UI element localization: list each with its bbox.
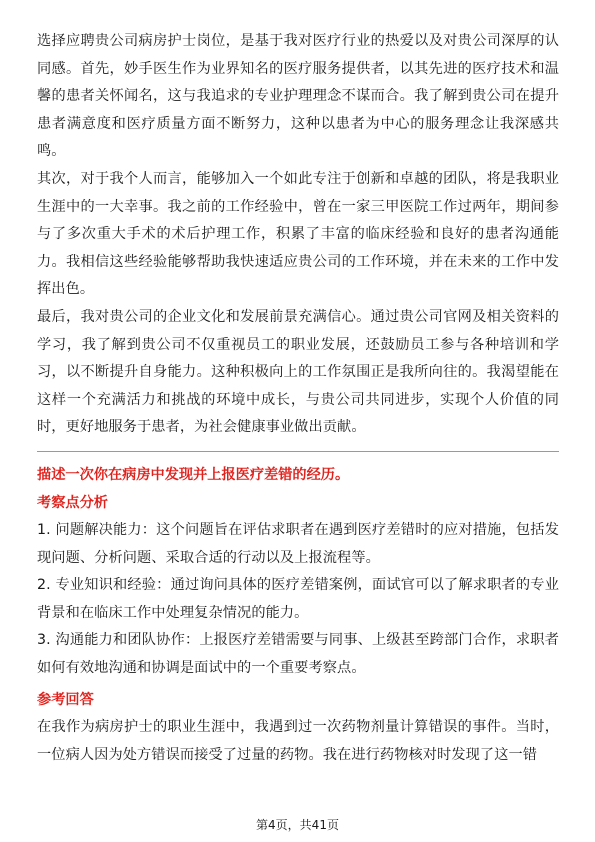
analysis-item-2: 2. 专业知识和经验：通过询问具体的医疗差错案例，面试官可以了解求职者的专业背景和在临床工作中处理复杂情况的能力。 bbox=[37, 577, 559, 621]
document-page bbox=[37, 28, 559, 769]
intro-paragraph-2: 其次，对于我个人而言，能够加入一个如此专注于创新和卓越的团队，将是我职业生涯中的一大幸事。我之前的工作经验中，曾在一家三甲医院工作过两年，期间参与了多次重大手术的术后护理工作，积累了丰富的临床经验和良好的患者沟通能力。我相信这些经验能够帮助我快速适应贵公司的工作环境，并在未来的工作中发挥出色。 bbox=[37, 170, 559, 298]
intro-paragraph-1: 选择应聘贵公司病房护士岗位，是基于我对医疗行业的热爱以及对贵公司深厚的认同感。首先，妙手医生作为业界知名的医疗服务提供者，以其先进的医疗技术和温馨的患者关怀闻名，这与我追求的专业护理理念不谋而合。我了解到贵公司在提升患者满意度和医疗质量方面不断努力，这种以患者为中心的服务理念让我深感共鸣。 bbox=[37, 33, 559, 160]
analysis-item-1: 1. 问题解决能力：这个问题旨在评估求职者在遇到医疗差错时的应对措施，包括发现问题、分析问题、采取合适的行动以及上报流程等。 bbox=[37, 522, 559, 566]
intro-paragraph-3: 最后，我对贵公司的企业文化和发展前景充满信心。通过贵公司官网及相关资料的学习，我了解到贵公司不仅重视员工的职业发展，还鼓励员工参与各种培训和学习，以不断提升自身能力。这种积极向上的工作氛围正是我所向往的。我渴望能在这样一个充满活力和挑战的环境中成长，与贵公司共同进步，实现个人价值的同时，更好地服务于患者，为社会健康事业做出贡献。 bbox=[37, 308, 559, 436]
analysis-title: 考察点分析 bbox=[37, 494, 108, 511]
question-heading: 描述一次你在病房中发现并上报医疗差错的经历。 bbox=[37, 466, 350, 483]
analysis-item-3: 3. 沟通能力和团队协作：上报医疗差错需要与同事、上级甚至跨部门合作，求职者如何有效地沟通和协调是面试中的一个重要考察点。 bbox=[37, 632, 559, 677]
answer-text: 在我作为病房护士的职业生涯中，我遇到过一次药物剂量计算错误的事件。当时，一位病人因为处方错误而接受了过量的药物。我在进行药物核对时发现了这一错 bbox=[37, 719, 559, 763]
page-number-footer: 第4页，共41页 bbox=[256, 818, 339, 832]
section-divider bbox=[37, 451, 559, 452]
answer-title: 参考回答 bbox=[37, 691, 94, 708]
